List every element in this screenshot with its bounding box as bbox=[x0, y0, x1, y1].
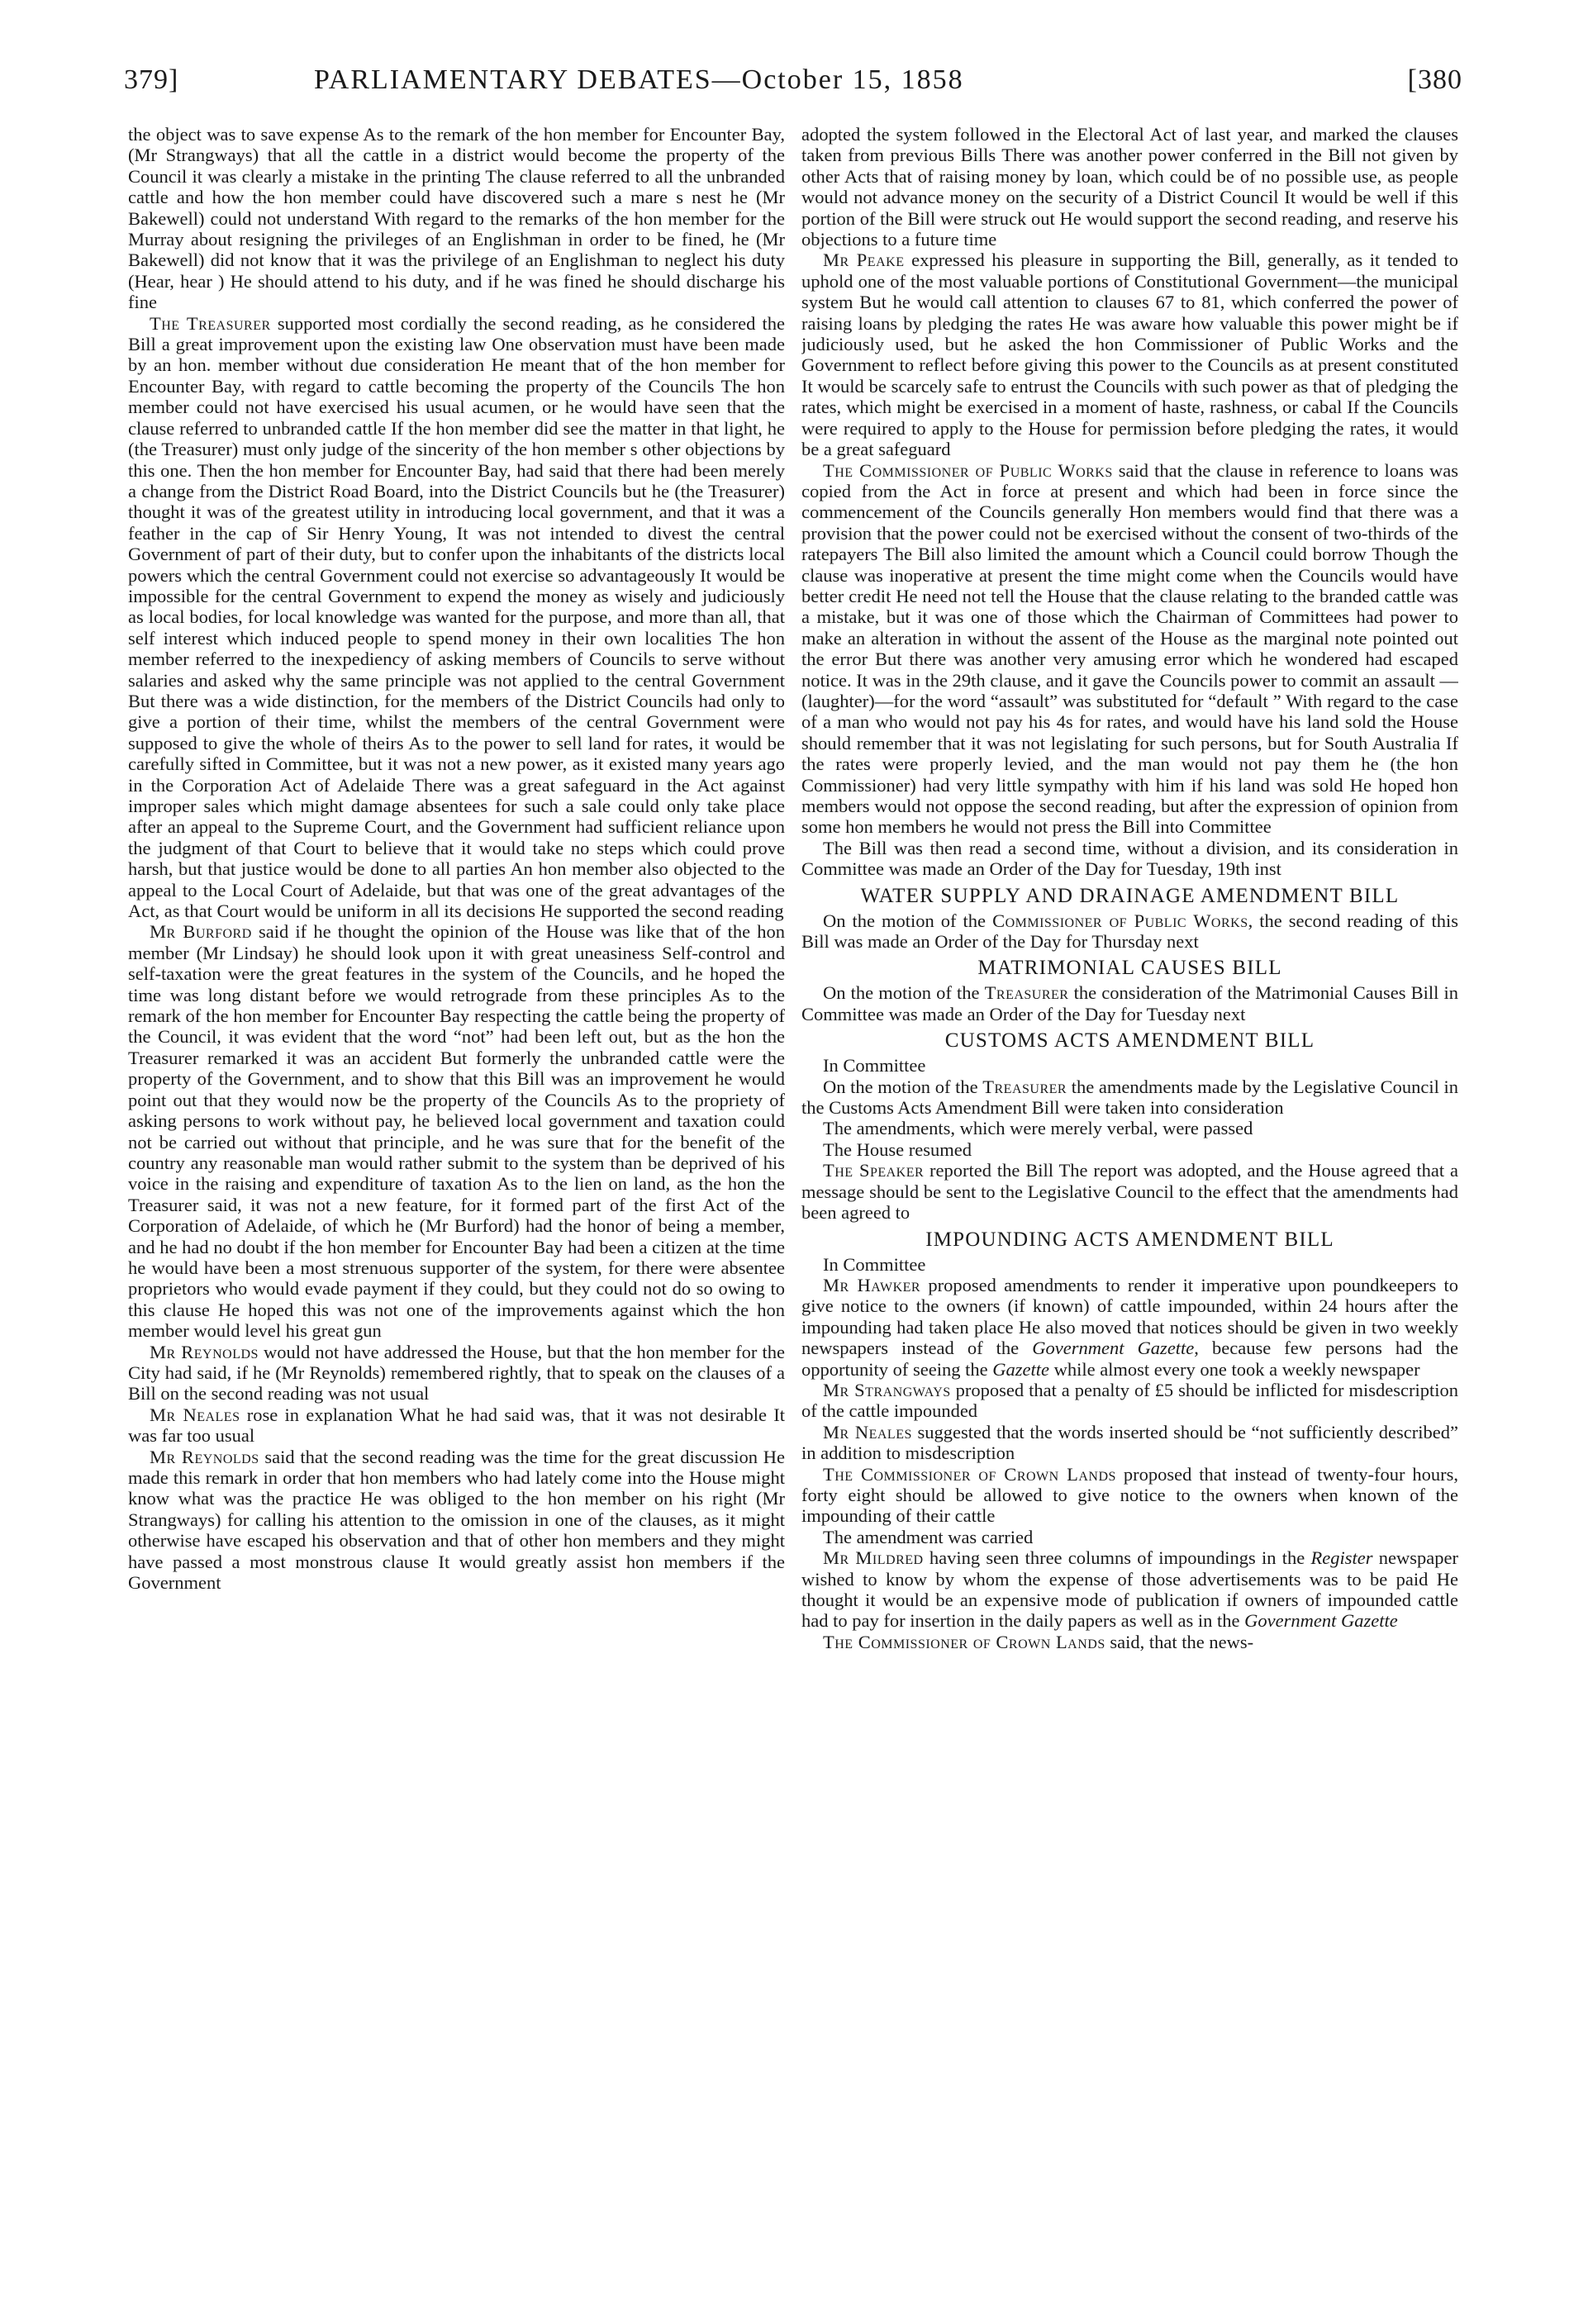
page-header bbox=[124, 64, 1462, 106]
paragraph-in-committee-2: In Committee bbox=[823, 1253, 926, 1275]
paragraph-commissioner-crown-lands-2: The Commissioner of Crown Lands said, that the news- bbox=[823, 1631, 1254, 1652]
paragraph-hawker: Mr Hawker proposed amendments to render it imperative upon poundkeepers to give notice to the owners (if known) of cattle impounded, within 24 hours after the impounding had taken place He also moved that notices should be given in two weekly newspapers instead of the Government Gazette, because few persons had the opportunity of seeing the Gazette while almost every one took a weekly newspaper bbox=[801, 1274, 1458, 1380]
heading-customs-acts: CUSTOMS ACTS AMENDMENT BILL bbox=[944, 1029, 1315, 1053]
paragraph: the object was to save expense As to the remark of the hon member for Encounter Bay, (Mr Strangways) that all the cattle in a district would become the property of the Council it was clearly a mistake in the printing The clause referred to all the unbranded cattle and how the hon member could have discovered such a mare s nest he (Mr Bakewell) could not understand With regard to the remarks of the hon member for the Murray about resigning the privileges of an Englishman in order to be fined, he (Mr Bakewell) did not know that it was the privilege of an Englishman to neglect his duty (Hear, hear ) He should attend to his duty, and if he was fined he should discharge his fine bbox=[128, 124, 785, 313]
paragraph-speaker: The Speaker reported the Bill The report was adopted, and the House agreed that a message should be sent to the Legislative Council to the effect that the amendments had been agreed to bbox=[801, 1160, 1458, 1224]
paragraph-mildred: Mr Mildred having seen three columns of impoundings in the Register newspaper wished to know by whom the expense of those advertisements was to be paid He thought it would be an expensive mode of publication if owners of impounded cattle had to pay for insertion in the daily papers as well as in the Government Gazette bbox=[801, 1547, 1458, 1632]
paragraph-water-supply: On the motion of the Commissioner of Public Works, the second reading of this Bill was made an Order of the Day for Thursday next bbox=[801, 910, 1458, 953]
paragraph: The Treasurer supported most cordially the second reading, as he considered the Bill a great improvement upon the existing law One observation must have been made by an hon. member without due consideration He meant that of the hon member for Encounter Bay, with regard to cattle becoming the property of the Councils The hon member could not have exercised his usual acumen, or he would have seen that the clause referred to unbranded cattle If the hon member did see the matter in that light, he (the Treasurer) must only judge of the sincerity of the hon member s other objections by this one. Then the hon member for Encounter Bay, had said that there had been merely a change from the District Road Board, into the District Councils but he (the Treasurer) thought it was of the greatest utility in introducing local government, and that it was a feather in the cap of Sir Henry Young, It was not intended to divest the central Government of part of their duty, but to confer upon the inhabitants of the districts local powers which the central Government could not exercise so advantageously It would be impossible for the central Government to expend the money as wisely and judiciously as local bodies, for local knowledge was wanted for the purpose, and more than all, that self interest which induced people to spend money in their own localities The hon member referred to the inexpediency of asking members of Councils to serve without salaries and asked why the same principle was not applied to the central Government But there was a wide distinction, for the members of the District Councils had only to give a portion of their time, whilst the members of the central Government were supposed to give the whole of theirs As to the power to sell land for rates, it would be carefully sifted in Committee, but it was not a new power, as it existed many years ago in the Corporation Act of Adelaide There was a great safeguard in the Act against improper sales which might damage absentees for such a sale could only take place after an appeal to the Supreme Court, and the Government had sufficient reliance upon the judgment of that Court to believe that it would take no steps which could prove harsh, but that justice would be done to all parties An hon member also objected to the appeal to the Local Court of Adelaide, but that was one of the great advantages of the Act, as that Court would be uniform in all its decisions He supported the second reading bbox=[128, 312, 785, 922]
paragraph: Mr Reynolds would not have addressed the House, but that the hon member for the City had said, if he (Mr Reynolds) remembered rightly, that to speak on the clauses of a Bill on the second reading was not usual bbox=[128, 1341, 785, 1404]
paragraph-commissioner-public-works: The Commissioner of Public Works said that the clause in reference to loans was copied from the Act in force at present and which had been in force since the commencement of the Councils generally Hon members would find that there was a provision that the power could not be exercised without the consent of two-thirds of the ratepayers The Bill also limited the amount which a Council could borrow Though the clause was inoperative at present the time might come when the Councils would have better credit He need not tell the House that the clause relating to the branded cattle was a mistake, but it was one of those which the Chairman of Committees had power to make an alteration in without the assent of the House as the marginal note pointed out the error But there was another very amusing error which he wondered had escaped notice. It was in the 29th clause, and it gave the Councils power to commit an assault —(laughter)—for the word “assault” was substituted for “default ” With regard to the case of a man who would not pay his 4s for rates, and would have his land sold the House should remember that it was not legislating for such persons, but for South Australia If the rates were properly levied, and the man would not pay them he (the hon Commissioner) had very little sympathy with him if his land was sold He hoped hon members would not oppose the second reading, but after the expression of opinion from some hon members he would not press the Bill into Committee bbox=[801, 459, 1458, 838]
paragraph-commissioner-crown-lands: The Commissioner of Crown Lands proposed that instead of twenty-four hours, forty eight should be allowed to give notice to the owners when known of the impounding of their cattle bbox=[801, 1463, 1458, 1527]
paragraph-customs-motion: On the motion of the Treasurer the amendments made by the Legislative Council in the Customs Acts Amendment Bill were taken into consideration bbox=[801, 1076, 1458, 1119]
paragraph-continued: adopted the system followed in the Electoral Act of last year, and marked the clauses taken from previous Bills There was another power conferred in the Bill not given by other Acts that of raising money by loan, which could be of no possible use, as people would not advance money on the security of a District Council It would be well if this portion of the Bill were struck out He would support the second reading, and reserve his objections to a future time bbox=[801, 124, 1458, 250]
heading-impounding-acts: IMPOUNDING ACTS AMENDMENT BILL bbox=[925, 1228, 1334, 1251]
right-column bbox=[801, 124, 1458, 2305]
paragraph-amendment-carried: The amendment was carried bbox=[823, 1526, 1034, 1547]
paragraph-in-committee: In Committee bbox=[823, 1055, 926, 1076]
running-title: PARLIAMENTARY DEBATES—October 15, 1858 bbox=[314, 64, 964, 95]
paragraph: Mr Neales rose in explanation What he had said was, that it was not desirable It was far too usual bbox=[128, 1404, 785, 1447]
heading-water-supply: WATER SUPPLY AND DRAINAGE AMENDMENT BILL bbox=[860, 884, 1400, 907]
column-number-right: [380 bbox=[1407, 64, 1462, 95]
paragraph-house-resumed: The House resumed bbox=[823, 1138, 972, 1160]
left-column bbox=[128, 124, 785, 2305]
paragraph-neales: Mr Neales suggested that the words inserted should be “not sufficiently described” in addition to misdescription bbox=[801, 1421, 1458, 1464]
paragraph-matrimonial-causes: On the motion of the Treasurer the consideration of the Matrimonial Causes Bill in Committee was made an Order of the Day for Tuesday next bbox=[801, 982, 1458, 1024]
paragraph-peake: Mr Peake expressed his pleasure in supporting the Bill, generally, as it tended to uphold one of the most valuable portions of Constitutional Government—the municipal system But he would call attention to clauses 67 to 81, which conferred the power of raising loans by pledging the rates He was aware how valuable this power might be if judiciously used, but he asked the hon Commissioner of Public Works and the Government to reflect before giving this power to the Councils as at present constituted It would be scarcely safe to entrust the Councils with such power as that of pledging the rates, which might be exercised in a moment of haste, rashness, or cabal If the Councils were required to apply to the House for permission before pledging the rates, it would be a great safeguard bbox=[801, 250, 1458, 460]
paragraph: Mr Reynolds said that the second reading was the time for the great discussion He made this remark in order that hon members who had lately come into the House might know what was the practice He was obliged to the hon member on his right (Mr Strangways) for calling his attention to the omission in one of the clauses, as it might otherwise have escaped his observation and that of other hon members and they might have passed a most monstrous clause It would greatly assist hon members if the Government bbox=[128, 1446, 785, 1594]
paragraph-customs-amendments: The amendments, which were merely verbal, were passed bbox=[823, 1118, 1253, 1139]
paragraph-strangways: Mr Strangways proposed that a penalty of £5 should be inflicted for misdescription of the cattle impounded bbox=[801, 1379, 1458, 1422]
paragraph: Mr Burford said if he thought the opinion of the House was like that of the hon member (Mr Lindsay) he should look upon it with great uneasiness Self-control and self-taxation were the great features in the system of the Councils, and he hoped the time was long distant before we would retrograde from these principles As to the remark of the hon member for Encounter Bay respecting the cattle being the property of the Council, it was evident that the word “not” had been left out, but as the hon the Treasurer remarked it was an accident But formerly the unbranded cattle were the property of the Government, and to show that this Bill was an improvement he would point out that they would now be the property of the Councils As to the propriety of asking persons to work without pay, he believed local government and taxation could not be carried out without that principle, and he was sure that for the benefit of the country any reasonable man would rather submit to the system than be deprived of his voice in the raising and expenditure of taxation As to the lien on land, as the hon the Treasurer said, it was not a new feature, for it formed part of the first Act of the Corporation of Adelaide, of which he (Mr Burford) had the honor of being a member, and he had no doubt if the hon member for Encounter Bay had been a citizen at the time he would have been a most strenuous supporter of the system, for there were absentee proprietors who would evade payment if they could, but they could not do so owing to this clause He hoped this was not one of the improvements against which the hon member would level his great gun bbox=[128, 921, 785, 1342]
column-number-left: 379] bbox=[124, 64, 179, 95]
paragraph-second-reading: The Bill was then read a second time, without a division, and its consideration in Committee was made an Order of the Day for Tuesday, 19th inst bbox=[801, 837, 1458, 880]
heading-matrimonial-causes: MATRIMONIAL CAUSES BILL bbox=[977, 957, 1282, 980]
